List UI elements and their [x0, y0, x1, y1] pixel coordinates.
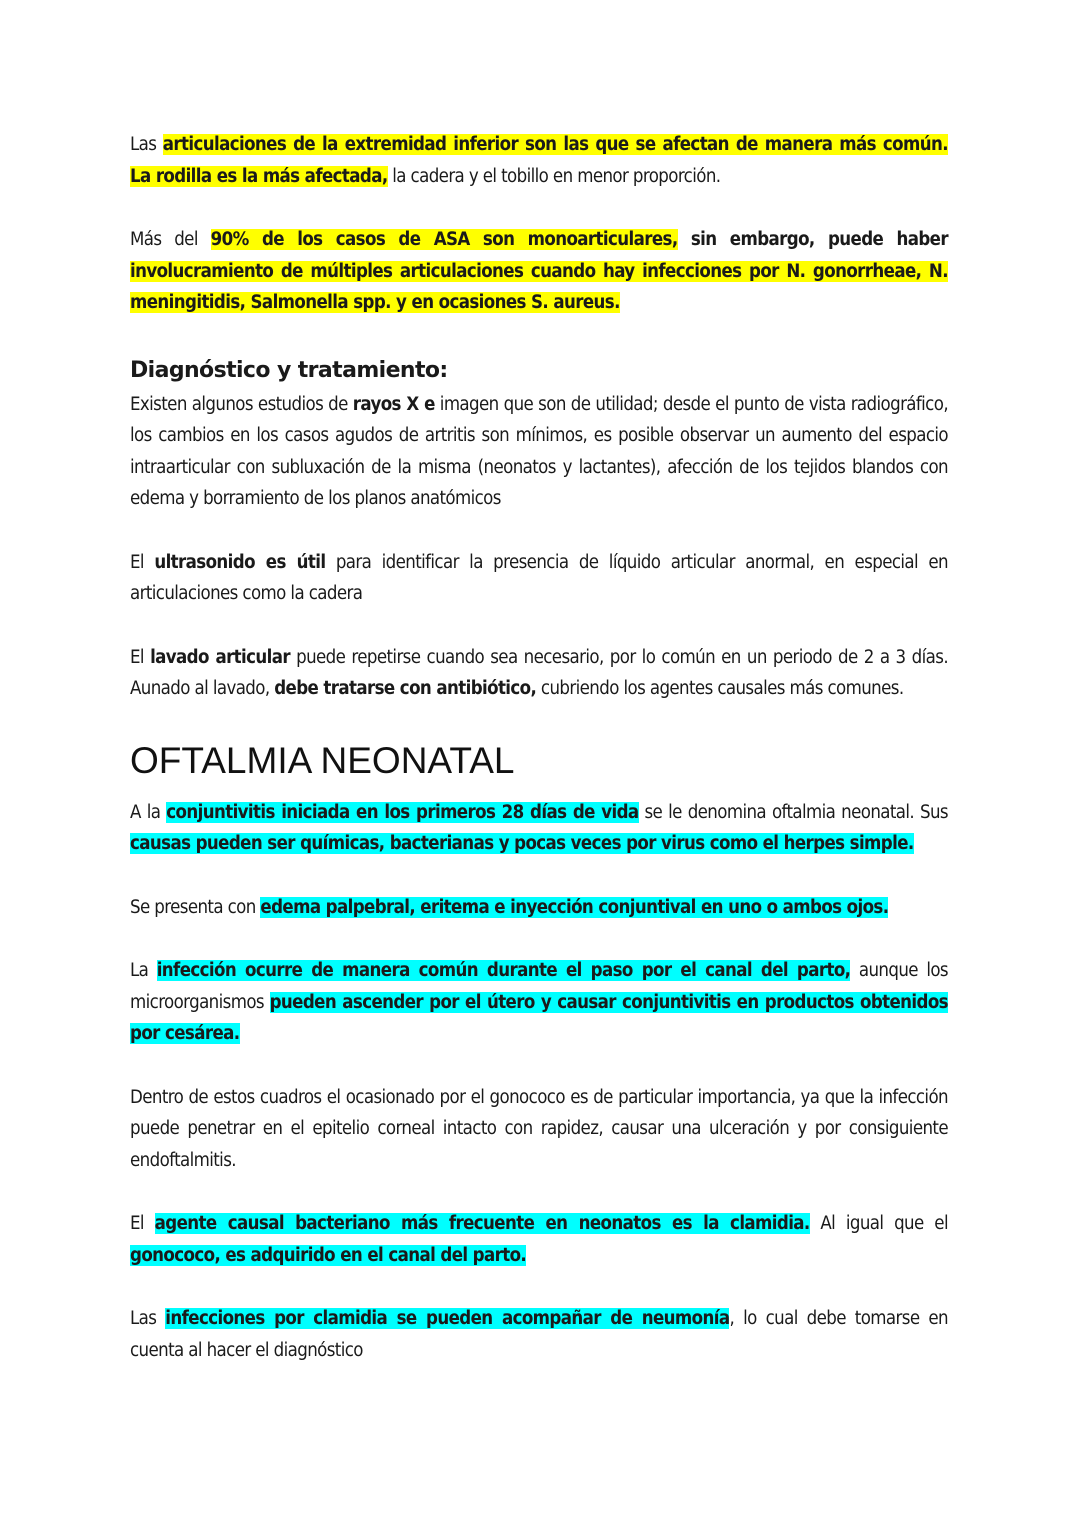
section-heading-diagnostico: Diagnóstico y tratamiento:	[130, 357, 448, 383]
paragraph-clamidia-agente	[130, 1208, 948, 1271]
text-run: Al igual que el	[809, 1213, 948, 1234]
text-run: Dentro de estos cuadros el ocasionado por el gonococo es de particular importancia, ya que la infección puede penetrar en el epitelio corneal intacto con rapidez, causar una ulceración y por consiguiente endoftalmitis.	[130, 1086, 948, 1171]
text-run: aunque los microorganismos	[130, 960, 949, 1013]
highlighted-text: agente causal bacteriano más frecuente en neonatos es la clamidia.	[154, 1213, 810, 1234]
bold-text: rayos X e	[352, 393, 435, 415]
paragraph-monoarticulares	[130, 224, 948, 319]
text-run: Las	[130, 1308, 166, 1329]
document-page	[130, 129, 948, 1398]
text-run: Más del	[130, 229, 211, 250]
paragraph-lavado-articular	[130, 642, 948, 705]
text-run: la cadera y el tobillo en menor proporción.	[387, 165, 721, 187]
highlighted-text: causas pueden ser químicas, bacterianas y pocas veces por virus como el herpes simple.	[130, 833, 914, 854]
paragraph-presentacion	[130, 892, 948, 924]
paragraph-conjuntivitis-definicion	[130, 797, 948, 860]
highlighted-text: involucramiento de múltiples articulaciones cuando hay infecciones por N. gonorrheae, N. meningitidis, Salmonella spp. y en ocasiones S. aureus.	[130, 260, 948, 313]
paragraph-ultrasonido	[130, 547, 948, 610]
highlighted-text: edema palpebral, eritema e inyección conjuntival en uno o ambos ojos.	[260, 896, 889, 918]
bold-text: ultrasonido es útil	[154, 551, 326, 573]
highlighted-text: gonococo, es adquirido en el canal del parto.	[130, 1244, 527, 1266]
text-run: El	[130, 646, 151, 668]
paragraph-clamidia-neumonia	[130, 1303, 948, 1366]
text-run: , lo cual debe tomarse en cuenta al hacer el diagnóstico	[130, 1308, 948, 1361]
text-run: Las	[130, 134, 163, 155]
text-run: La	[130, 960, 157, 981]
bold-text: lavado articular	[150, 646, 290, 668]
section-title-oftalmia-neonatal: OFTALMIA NEONATAL	[130, 739, 515, 781]
text-run: Se presenta con	[130, 896, 261, 918]
text-run: se le denomina oftalmia neonatal. Sus	[638, 801, 949, 823]
text-run: imagen que son de utilidad; desde el punto de vista radiográfico, los cambios en los casos agudos de artritis son mínimos, es posible observar un aumento del espacio intraarticular con subluxación de la misma (neonatos y lactantes), afección de los tejidos blandos con edema y borramiento de los planos anatómicos	[130, 393, 949, 509]
text-run: puede repetirse cuando sea necesario, por lo común en un periodo de 2 a 3 días. Aunado al lavado,	[130, 646, 949, 699]
text-run: Existen algunos estudios de	[130, 393, 353, 415]
highlighted-text: infección ocurre de manera común durante el paso por el canal del parto,	[156, 960, 851, 981]
highlighted-text: 90% de los casos de ASA son monoarticulares,	[210, 229, 678, 250]
highlighted-text: infecciones por clamidia se pueden acompañar de neumonía	[165, 1308, 730, 1329]
text-run: cubriendo los agentes causales más comunes.	[536, 678, 904, 699]
highlighted-text: conjuntivitis iniciada en los primeros 28 días de vida	[166, 801, 639, 823]
paragraph-canal-parto	[130, 955, 948, 1050]
bold-text: debe tratarse con antibiótico,	[274, 678, 537, 699]
text-run: El	[130, 551, 155, 573]
paragraph-articulaciones-inferior	[130, 129, 948, 192]
highlighted-text: articulaciones de la extremidad inferior son las que se afectan de manera más común. La rodilla es la más afectada,	[130, 134, 948, 187]
highlighted-text: pueden ascender por el útero y causar conjuntivitis en productos obtenidos por cesárea.	[130, 991, 948, 1044]
text-run: para identificar la presencia de líquido articular anormal, en especial en articulaciones como la cadera	[130, 551, 948, 604]
paragraph-rayos-x	[130, 389, 948, 515]
text-run: A la	[130, 801, 167, 823]
text-run: El	[130, 1213, 155, 1234]
bold-text: sin embargo, puede haber	[677, 229, 948, 250]
paragraph-gonococo	[130, 1082, 948, 1177]
